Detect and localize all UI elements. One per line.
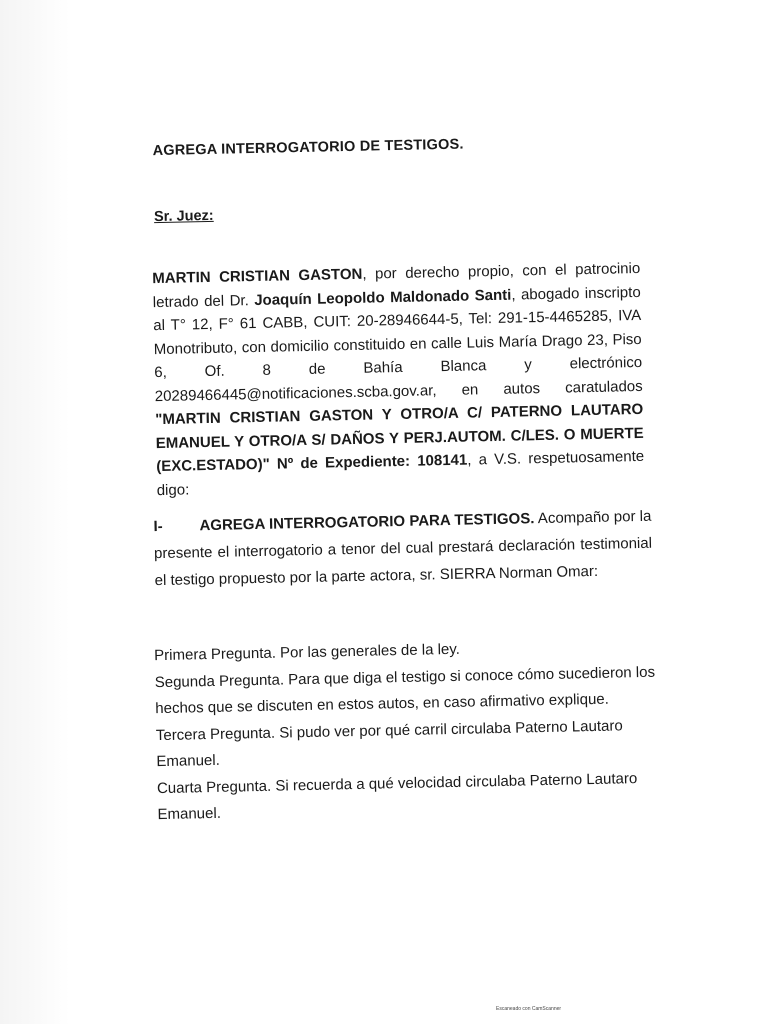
- section-one: [153, 503, 653, 594]
- question-item: Cuarta Pregunta. Si recuerda a qué velocidad circulaba Paterno Lautaro Emanuel.: [156, 769, 638, 824]
- document-title: AGREGA INTERROGATORIO DE TESTIGOS.: [152, 136, 464, 160]
- intro-text-1: , por derecho propio, con el patrocinio letrado del Dr.: [152, 259, 641, 311]
- intro-text-2: , abogado inscripto al T° 12, F° 61 CABB, CUIT: 20-28946644-5, Tel: 291-15-4465285, IVA Monotributo, con domicilio constituido en calle Luis María Drago 23, Piso 6, Of. 8 de Bahía Blanca y electrónico 20289466445@notificaciones.scba.gov.ar, en autos caratulados: [153, 283, 643, 405]
- intro-paragraph: [152, 257, 645, 502]
- salutation: Sr. Juez:: [153, 207, 214, 226]
- questions-list: [154, 632, 678, 828]
- question-item: Primera Pregunta. Por las generales de la ley.: [154, 640, 461, 665]
- intro-text-3: , a V.S. respetuosamente digo:: [156, 447, 645, 499]
- section-number: I-: [153, 517, 163, 536]
- question-item: Segunda Pregunta. Para que diga el testigo si conoce cómo sucedieron los hechos que se discuten en estos autos, en caso afirmativo explique.: [154, 663, 656, 718]
- section-body: Acompaño por la presente el interrogatorio a tenor del cual prestará declaración testimonial el testigo propuesto por la parte actora, sr. SIERRA Norman Omar:: [153, 507, 653, 590]
- section-heading: AGREGA INTERROGATORIO PARA TESTIGOS.: [199, 510, 535, 535]
- case-title: "MARTIN CRISTIAN GASTON Y OTRO/A C/ PATERNO LAUTARO EMANUEL Y OTRO/A S/ DAÑOS Y PERJ.AUTOM. C/LES. O MUERTE (EXC.ESTADO)" Nº de Expediente: 108141: [155, 400, 644, 476]
- plaintiff-name: MARTIN CRISTIAN GASTON: [152, 265, 363, 288]
- lawyer-name: Joaquín Leopoldo Maldonado Santi: [254, 286, 512, 309]
- scanner-watermark: Escaneado con CamScanner: [496, 1006, 562, 1012]
- question-item: Tercera Pregunta. Si pudo ver por qué carril circulaba Paterno Lautaro Emanuel.: [155, 716, 623, 771]
